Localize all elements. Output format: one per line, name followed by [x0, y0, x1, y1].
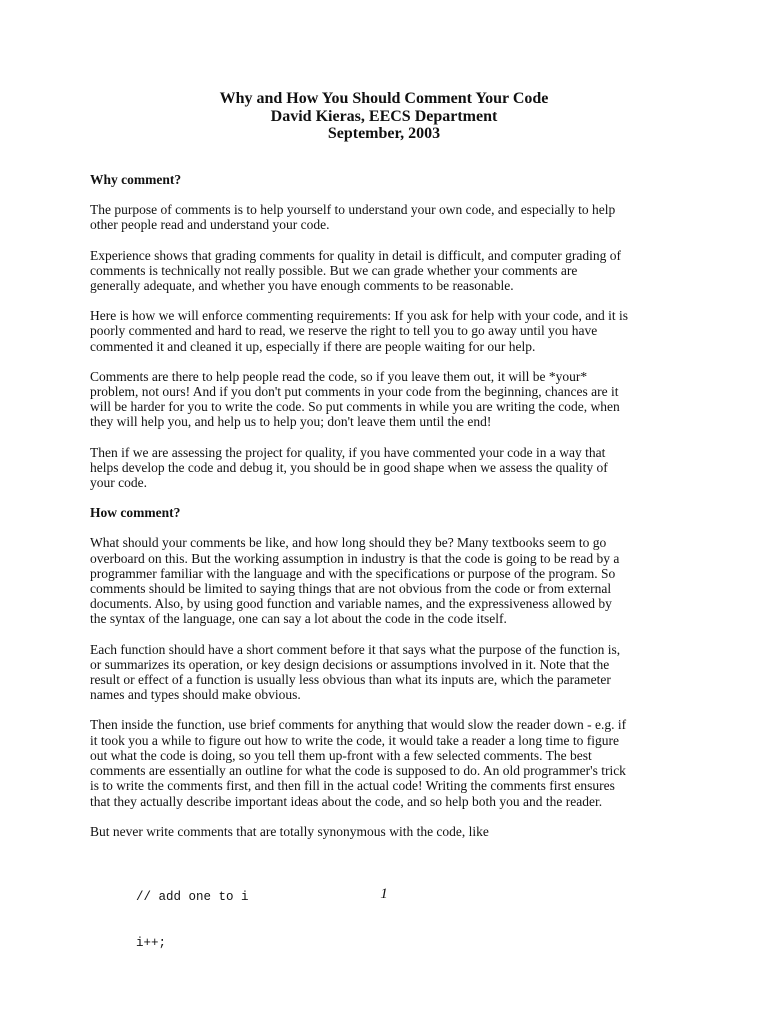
paragraph-why-3: [90, 308, 690, 354]
code-line: // add one to i: [136, 889, 249, 904]
document-body: [90, 172, 690, 983]
text-line: generally adequate, and whether you have enough comments to be reasonable.: [90, 278, 514, 294]
document-author: David Kieras, EECS Department: [270, 107, 498, 125]
text-line: poorly commented and hard to read, we reserve the right to tell you to go away until you have: [90, 323, 598, 339]
text-line: comments is technically not really possible. But we can grade whether your comments are: [90, 262, 578, 278]
text-line: your code.: [90, 475, 147, 491]
paragraph-why-1: [90, 202, 690, 232]
code-sample: [136, 859, 690, 983]
code-line: i++;: [136, 936, 167, 951]
text-line: problem, not ours! And if you don't put comments in your code from the beginning, chances are it: [90, 384, 619, 400]
document-date: September, 2003: [327, 125, 441, 142]
text-line: comments should be limited to saying things that are not obvious from the code or from external: [90, 581, 612, 597]
text-line: overboard on this. But the working assumption in industry is that the code is going to be read by a: [90, 550, 620, 566]
text-line: comments are essentially an outline for what the code is supposed to do. An old programmer's trick: [90, 763, 626, 779]
text-line: that they actually describe important ideas about the code, and so help both you and the reader.: [90, 793, 603, 809]
text-line: they will help you, and help us to help you; don't leave them until the end!: [90, 414, 492, 430]
text-line: commented it and cleaned it up, especially if there are people waiting for our help.: [90, 338, 536, 354]
text-line: it took you a while to figure out how to write the code, it would take a reader a long time to figure: [90, 732, 619, 748]
text-line: result or effect of a function is usually less obvious than what its inputs are, which the parameter: [90, 672, 611, 688]
paragraph-how-1: [90, 535, 690, 626]
text-line: the syntax of the language, one can say a lot about the code in the code itself.: [90, 611, 507, 627]
paragraph-why-4: [90, 369, 690, 430]
text-line: But never write comments that are totally synonymous with the code, like: [90, 823, 489, 839]
text-line: programmer familiar with the language and with the specifications or purpose of the program. So: [90, 565, 616, 581]
text-line: Here is how we will enforce commenting requirements: If you ask for help with your code, and it is: [90, 308, 628, 324]
document-title: Why and How You Should Comment Your Code: [219, 90, 549, 107]
text-line: or summarizes its operation, or key design decisions or assumptions involved in it. Note that the: [90, 656, 610, 672]
paragraph-how-4: [90, 824, 690, 839]
page-number: 1: [380, 886, 388, 902]
paragraph-why-2: [90, 248, 690, 294]
paragraph-why-5: [90, 445, 690, 491]
paragraph-how-3: [90, 717, 690, 808]
text-line: Each function should have a short comment before it that says what the purpose of the function is,: [90, 641, 621, 657]
text-line: What should your comments be like, and how long should they be? Many textbooks seem to go: [90, 535, 607, 551]
text-line: is to write the comments first, and then fill in the actual code! Writing the comments first ensures: [90, 778, 615, 794]
text-line: helps develop the code and debug it, you should be in good shape when we assess the quality of: [90, 459, 608, 475]
text-line: names and types should make obvious.: [90, 687, 301, 703]
paragraph-how-2: [90, 642, 690, 703]
section-heading-why: Why comment?: [90, 172, 182, 187]
text-line: documents. Also, by using good function and variable names, and the expressiveness allowed by: [90, 596, 612, 612]
title-block: [0, 90, 768, 143]
text-line: Comments are there to help people read the code, so if you leave them out, it will be *your*: [90, 368, 588, 384]
text-line: Then if we are assessing the project for quality, if you have commented your code in a way that: [90, 444, 606, 460]
text-line: The purpose of comments is to help yourself to understand your own code, and especially to help: [90, 202, 616, 218]
text-line: will be harder for you to write the code. So put comments in while you are writing the code, when: [90, 399, 620, 415]
text-line: Then inside the function, use brief comments for anything that would slow the reader down - e.g. if: [90, 717, 627, 733]
section-heading-how: How comment?: [90, 505, 181, 521]
text-line: other people read and understand your code.: [90, 217, 330, 233]
text-line: Experience shows that grading comments for quality in detail is difficult, and computer grading of: [90, 247, 621, 263]
text-line: out what the code is doing, so you tell them up-front with a few selected comments. The best: [90, 747, 592, 763]
